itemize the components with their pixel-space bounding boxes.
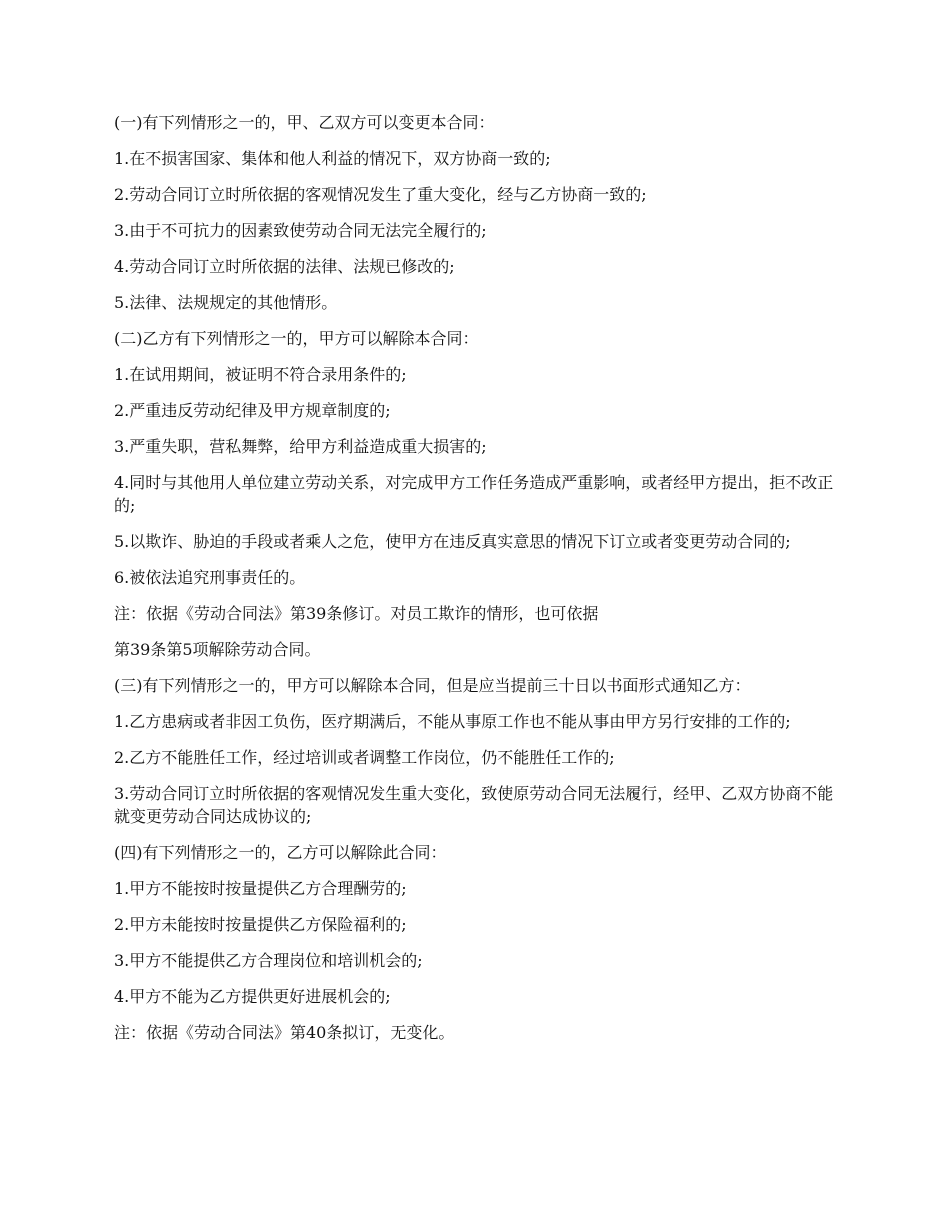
list-item: 5.法律、法规规定的其他情形。 (114, 293, 338, 312)
list-item: 4.甲方不能为乙方提供更好进展机会的; (114, 987, 391, 1006)
list-item: 2.乙方不能胜任工作，经过培训或者调整工作岗位，仍不能胜任工作的; (114, 748, 615, 767)
list-item: 2.严重违反劳动纪律及甲方规章制度的; (114, 401, 391, 420)
note-paragraph: 注：依据《劳动合同法》第39条修订。对员工欺诈的情形，也可依据 (114, 604, 599, 623)
list-item: 2.甲方未能按时按量提供乙方保险福利的; (114, 915, 407, 934)
list-item: 6.被依法追究刑事责任的。 (114, 568, 306, 587)
list-item: 1.在不损害国家、集体和他人利益的情况下，双方协商一致的; (114, 149, 551, 168)
section-heading-3: (三)有下列情形之一的，甲方可以解除本合同，但是应当提前三十日以书面形式通知乙方： (114, 676, 751, 695)
list-item: 1.在试用期间，被证明不符合录用条件的; (114, 365, 407, 384)
list-item: 2.劳动合同订立时所依据的客观情况发生了重大变化，经与乙方协商一致的; (114, 185, 647, 204)
document-body (114, 111, 838, 1057)
list-item: 3.甲方不能提供乙方合理岗位和培训机会的; (114, 951, 423, 970)
note-paragraph: 第39条第5项解除劳动合同。 (114, 640, 321, 659)
list-item: 5.以欺诈、胁迫的手段或者乘人之危，使甲方在违反真实意思的情况下订立或者变更劳动合同的; (114, 532, 791, 551)
list-item: 4.劳动合同订立时所依据的法律、法规已修改的; (114, 257, 455, 276)
list-item: 3.由于不可抗力的因素致使劳动合同无法完全履行的; (114, 221, 487, 240)
section-heading-4: (四)有下列情形之一的，乙方可以解除此合同： (114, 843, 447, 862)
list-item: 1.甲方不能按时按量提供乙方合理酬劳的; (114, 879, 407, 898)
list-item: 1.乙方患病或者非因工负伤，医疗期满后，不能从事原工作也不能从事由甲方另行安排的工作的; (114, 712, 791, 731)
list-item: 3.劳动合同订立时所依据的客观情况发生重大变化，致使原劳动合同无法履行，经甲、乙双方协商不能就变更劳动合同达成协议的; (114, 784, 834, 826)
section-heading-1: (一)有下列情形之一的，甲、乙双方可以变更本合同： (114, 113, 495, 132)
list-item: 3.严重失职，营私舞弊，给甲方利益造成重大损害的; (114, 437, 487, 456)
note-paragraph: 注：依据《劳动合同法》第40条拟订，无变化。 (114, 1023, 455, 1042)
section-heading-2: (二)乙方有下列情形之一的，甲方可以解除本合同： (114, 329, 479, 348)
list-item: 4.同时与其他用人单位建立劳动关系，对完成甲方工作任务造成严重影响，或者经甲方提出，拒不改正的; (114, 473, 834, 515)
